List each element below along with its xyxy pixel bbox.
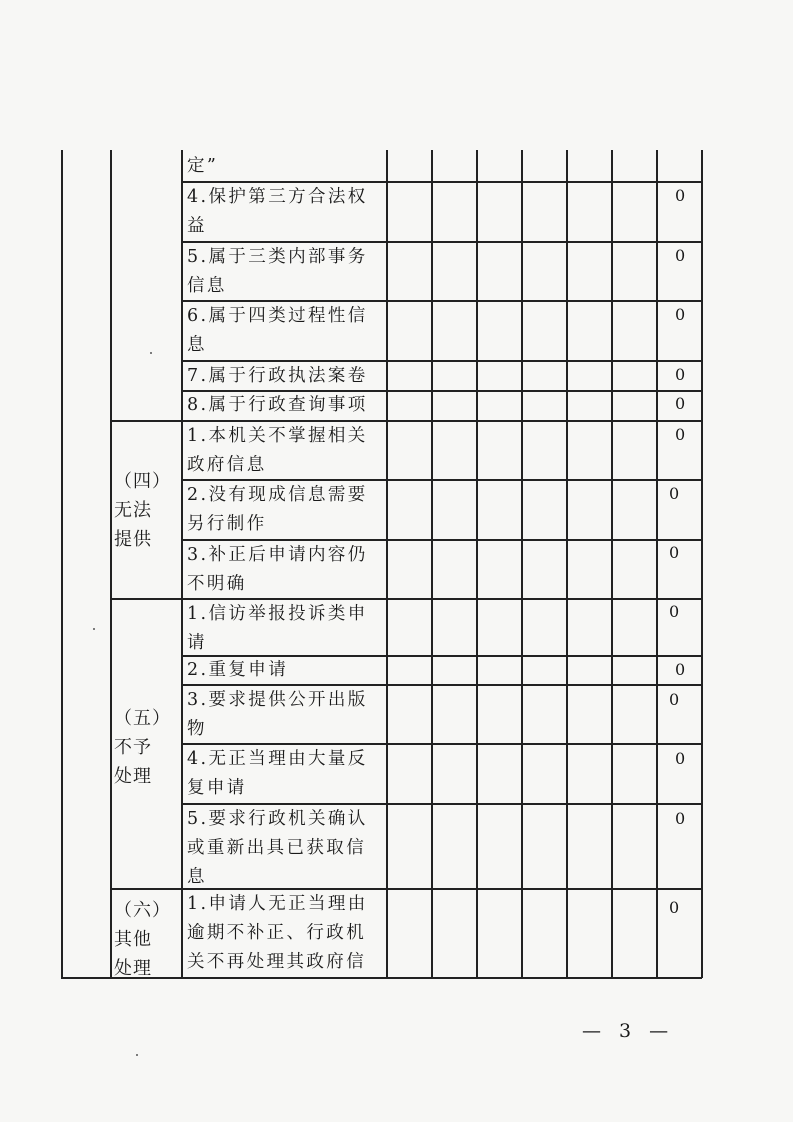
- row-label: 3.要求提供公开出版 物: [187, 690, 368, 739]
- row-value: 0: [669, 898, 680, 917]
- row-value: 0: [675, 305, 686, 324]
- row-label: 5.属于三类内部事务 信息: [187, 247, 368, 296]
- row-label: 4.保护第三方合法权 益: [187, 187, 368, 236]
- table-col-line: [611, 150, 613, 978]
- table-col-line: [386, 150, 388, 978]
- row-value: 0: [669, 484, 680, 503]
- category-five-label: （五） 不予 处理: [114, 708, 171, 787]
- row-value: 0: [669, 543, 680, 562]
- row-value: 0: [669, 602, 680, 621]
- row-value: 0: [675, 246, 686, 265]
- scan-speck: [93, 628, 95, 630]
- row-label: 定”: [187, 156, 219, 176]
- row-label: 2.没有现成信息需要 另行制作: [187, 485, 368, 534]
- row-label: 5.要求行政机关确认 或重新出具已获取信 息: [187, 809, 368, 887]
- row-label: 1.本机关不掌握相关 政府信息: [187, 426, 368, 475]
- row-value: 0: [675, 365, 686, 384]
- row-value: 0: [675, 186, 686, 205]
- scan-speck: [136, 1054, 138, 1056]
- table-col-line: [181, 150, 183, 978]
- table-col-line: [476, 150, 478, 978]
- table-border-left: [61, 150, 63, 978]
- table-col-line: [431, 150, 433, 978]
- row-value: 0: [675, 660, 686, 679]
- row-value: 0: [675, 749, 686, 768]
- row-label: 6.属于四类过程性信 息: [187, 306, 368, 355]
- row-value: 0: [669, 690, 680, 709]
- row-label: 4.无正当理由大量反 复申请: [187, 749, 368, 798]
- page-number: — 3 —: [582, 1020, 675, 1042]
- row-label: 8.属于行政查询事项: [187, 395, 368, 415]
- table-border-right: [701, 150, 703, 978]
- table-col-line: [110, 150, 112, 978]
- table-col-line: [656, 150, 658, 978]
- table-col-line: [521, 150, 523, 978]
- table-col-line: [566, 150, 568, 978]
- row-value: 0: [675, 425, 686, 444]
- row-value: 0: [675, 809, 686, 828]
- category-six-label: （六） 其他 处理: [114, 900, 171, 979]
- row-label: 1.申请人无正当理由 逾期不补正、行政机 关不再处理其政府信: [187, 894, 368, 972]
- row-label: 7.属于行政执法案卷: [187, 366, 368, 386]
- category-four-label: （四） 无法 提供: [114, 471, 171, 550]
- row-label: 2.重复申请: [187, 660, 289, 680]
- scan-speck: [150, 352, 152, 354]
- row-label: 3.补正后申请内容仍 不明确: [187, 545, 368, 594]
- row-label: 1.信访举报投诉类申 请: [187, 604, 368, 653]
- row-value: 0: [675, 394, 686, 413]
